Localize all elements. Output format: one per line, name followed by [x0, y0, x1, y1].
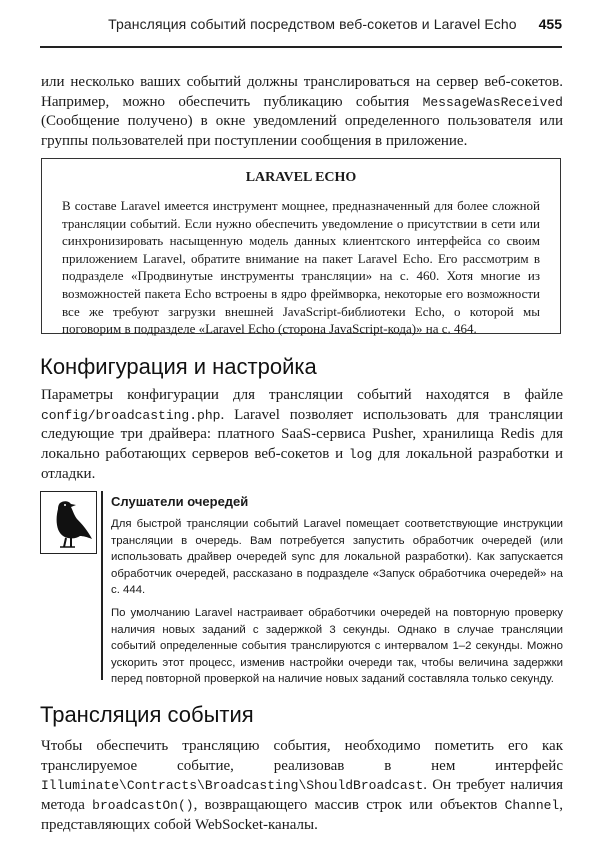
sidebar-title: LARAVEL ECHO	[245, 170, 357, 185]
section-heading-config: Конфигурация и настройка	[40, 354, 317, 379]
event-paragraph: Чтобы обеспечить трансляцию события, необходимо пометить его как транслируемое событие, реализовав в нем интерфейс Illuminate\Contracts\Broadcasting\ShouldBroadcast. Он требует наличия метода broadcastOn(), возвращающего массив строк или объектов Channel, представляющих собой WebSocket-каналы.	[41, 738, 563, 833]
code-message-was-received: MessageWasReceived	[422, 94, 563, 110]
code-should-broadcast: Illuminate\Contracts\Broadcasting\ShouldBroadcast	[41, 778, 424, 794]
crow-icon	[40, 491, 97, 554]
note-paragraph-2: По умолчанию Laravel настраивает обработчики очередей на повторную проверку наличия новых заданий с задержкой 3 секунды. Однако в случае трансляции событий определенные события транслируются с интервалом 1–2 секунды. Можно ускорить этот процесс, изменив настройки очереди так, чтобы величина задержки перед повторной проверкой на наличие новых заданий составляла только секунду.	[111, 606, 563, 686]
code-channel: Channel	[504, 798, 560, 814]
code-config-path: config/broadcasting.php	[41, 407, 221, 423]
page-number: 455	[538, 16, 562, 32]
code-log: log	[348, 447, 373, 463]
code-broadcast-on: broadcastOn()	[92, 798, 194, 814]
queue-listeners-note	[111, 494, 563, 694]
intro-paragraph: или несколько ваших событий должны транслироваться на сервер веб-сокетов. Например, можно обеспечить публикацию события MessageWasReceived (Сообщение получено) в окне уведомлений определенного пользователя или группы пользователей при поступлении сообщения в приложение.	[41, 74, 563, 150]
note-title: Слушатели очередей	[111, 494, 249, 509]
running-header	[40, 16, 562, 48]
note-paragraph-1: Для быстрой трансляции событий Laravel помещает соответствующие инструкции трансляции в очередь. Вам потребуется запустить обработчик очередей (или использовать драйвер очередей sync для локальной разработки). Как запускается обработчик очередей, рассказано в подразделе «Запуск обработчика очередей» на с. 444.	[111, 518, 563, 597]
sidebar-text: В составе Laravel имеется инструмент мощнее, предназначенный для более сложной трансляции событий. Если нужно обеспечить уведомление о присутствии в сети или синхронизировать насыщенную модель данных клиентского интерфейса со своим приложением Laravel, обратите внимание на пакет Laravel Echo. Его рассмотрим в подразделе «Продвинутые инструменты трансляции» на с. 460. Хотя многие из возможностей пакета Echo встроены в ядро фреймворка, некоторые его возможности все же требуют загрузки внешней JavaScript-библиотеки Echo, о которой мы поговорим в подразделе «Laravel Echo (сторона JavaScript-кода)» на с. 464.	[62, 198, 540, 337]
running-title: Трансляция событий посредством веб-сокетов и Laravel Echo	[108, 16, 517, 32]
section-heading-event: Трансляция события	[40, 702, 254, 727]
laravel-echo-sidebar	[41, 158, 561, 337]
config-paragraph: Параметры конфигурации для трансляции событий находятся в файле config/broadcasting.php. Laravel позволяет использовать для трансляции следующие три драйвера: платного SaaS-сервиса Pusher, хранилища Redis для локально работающих серверов веб-сокетов и log для локальной разработки и отладки.	[41, 387, 563, 482]
note-rule	[101, 491, 103, 680]
